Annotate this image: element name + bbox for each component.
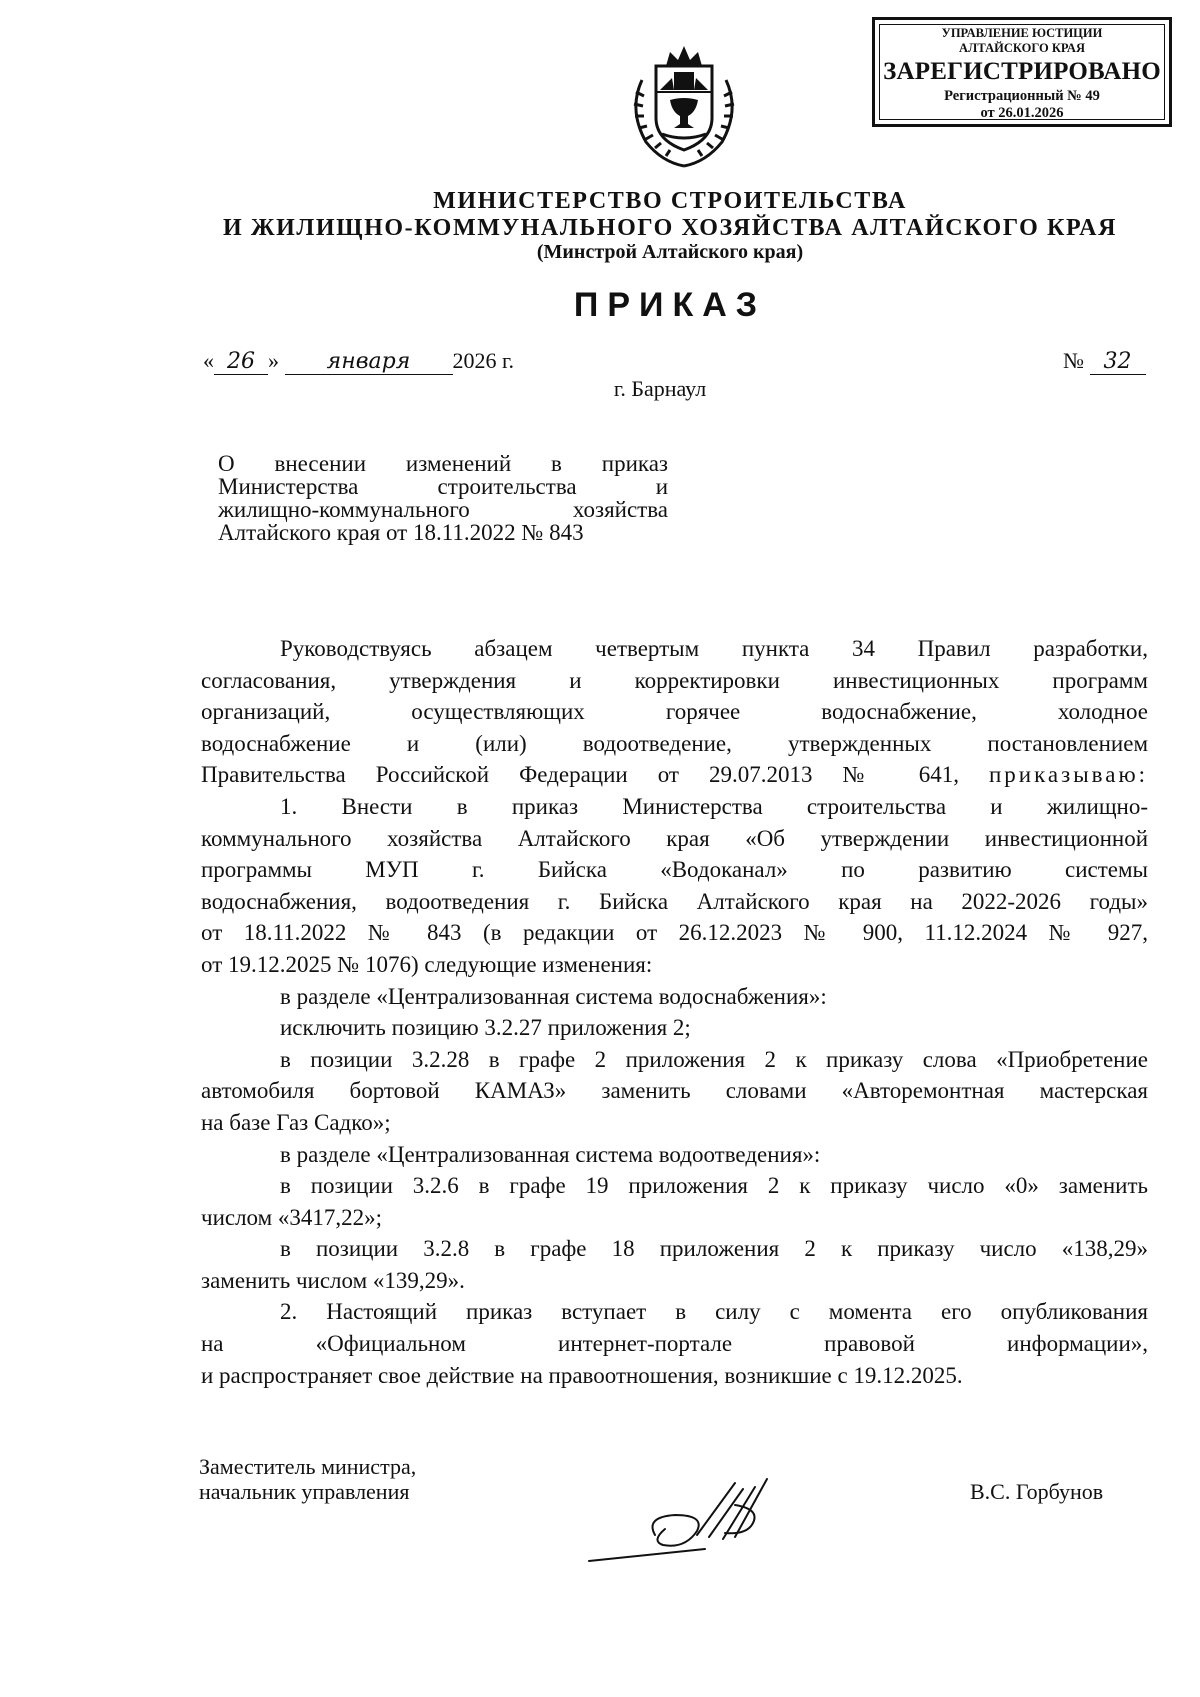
body-line [201, 759, 1148, 791]
subject-line: Алтайского края от 18.11.2022 № 843 [218, 520, 584, 545]
ministry-name-line2: И ЖИЛИЩНО-КОММУНАЛЬНОГО ХОЗЯЙСТВА АЛТАЙСКОГО КРАЯ [222, 215, 1118, 241]
city: г. Барнаул [613, 376, 707, 401]
stamp-status: ЗАРЕГИСТРИРОВАНО [883, 58, 1161, 85]
registration-stamp [872, 17, 1172, 127]
ministry-short-name: (Минстрой Алтайского края) [536, 241, 804, 263]
signatory-position [199, 1454, 416, 1504]
body-line: на базе Газ Садко»; [201, 1109, 391, 1135]
body-line: водоснабжение и (или) водоотведение, утвержденных постановлением [201, 730, 1148, 756]
body-line: в разделе «Централизованная система водоотведения»: [280, 1141, 821, 1167]
number-label: № [1063, 348, 1084, 373]
body-line: 1. Внести в приказ Министерства строительства и жилищно- [280, 793, 1148, 819]
stamp-org-line1: УПРАВЛЕНИЕ ЮСТИЦИИ [941, 26, 1103, 40]
stamp-reg-date: от 26.01.2026 [980, 105, 1064, 121]
body-line: в позиции 3.2.28 в графе 2 приложения 2 к приказу слова «Приобретение [280, 1046, 1148, 1072]
body-line: исключить позицию 3.2.27 приложения 2; [280, 1015, 691, 1041]
order-number [1063, 348, 1146, 375]
body-line-part: Правительства Российской Федерации от 29.07.2013 № 641, [201, 762, 959, 788]
body-line: от 18.11.2022 № 843 (в редакции от 26.12.2023 № 900, 11.12.2024 № 927, [201, 920, 1148, 946]
subject-line: Министерства строительства и [218, 474, 668, 499]
body-line: в разделе «Централизованная система водоснабжения»: [280, 983, 827, 1009]
body-line: в позиции 3.2.8 в графе 18 приложения 2 к приказу число «138,29» [280, 1236, 1148, 1262]
body-line: автомобиля бортовой КАМАЗ» заменить словами «Авторемонтная мастерская [201, 1078, 1148, 1104]
body-line: в позиции 3.2.6 в графе 19 приложения 2 к приказу число «0» заменить [280, 1173, 1148, 1199]
body-line: от 19.12.2025 № 1076) следующие изменения: [201, 951, 653, 977]
order-body [201, 633, 1148, 1391]
stamp-org-line2: АЛТАЙСКОГО КРАЯ [959, 41, 1085, 55]
body-line: программы МУП г. Бийска «Водоканал» по развитию системы [201, 857, 1148, 883]
order-subject [218, 452, 668, 544]
coat-of-arms-icon [622, 40, 746, 170]
ministry-name-line1: МИНИСТЕРСТВО СТРОИТЕЛЬСТВА [433, 188, 907, 214]
date-year: 2026 г. [452, 348, 515, 373]
date-day: 26 [214, 350, 268, 375]
body-line: Руководствуясь абзацем четвертым пункта 34 Правил разработки, [280, 636, 1148, 661]
stamp-inner-frame [879, 24, 1165, 120]
body-line: 2. Настоящий приказ вступает в силу с момента его опубликования [280, 1299, 1148, 1325]
body-line: и распространяет свое действие на правоотношения, возникшие с 19.12.2025. [201, 1362, 963, 1388]
body-line: согласования, утверждения и корректировки инвестиционных программ [201, 667, 1148, 693]
body-line: коммунального хозяйства Алтайского края «Об утверждении инвестиционной [201, 825, 1148, 851]
position-line1: Заместитель министра, [199, 1454, 417, 1479]
body-line: водоснабжения, водоотведения г. Бийска Алтайского края на 2022-2026 годы» [201, 888, 1148, 914]
body-line: числом «3417,22»; [201, 1204, 383, 1230]
signatory-name: В.С. Горбунов [970, 1479, 1104, 1504]
date-close-quote: » [268, 348, 279, 373]
prikazyvayu-word: приказываю: [988, 762, 1149, 788]
subject-line: жилищно-коммунального хозяйства [218, 497, 668, 522]
date-month: января [285, 350, 453, 375]
position-line2: начальник управления [199, 1479, 410, 1504]
stamp-reg-number: Регистрационный № 49 [944, 88, 1100, 104]
subject-line: О внесении изменений в приказ [218, 451, 668, 476]
order-date [203, 348, 514, 375]
body-line: заменить числом «139,29». [201, 1267, 465, 1293]
body-line: организаций, осуществляющих горячее водоснабжение, холодное [201, 699, 1148, 725]
document-type-title: ПРИКАЗ [573, 286, 767, 324]
date-open-quote: « [203, 348, 214, 373]
body-line: на «Официальном интернет-портале правовой информации», [201, 1331, 1148, 1357]
order-number-value: 32 [1090, 350, 1146, 375]
handwritten-signature-icon [585, 1465, 815, 1575]
